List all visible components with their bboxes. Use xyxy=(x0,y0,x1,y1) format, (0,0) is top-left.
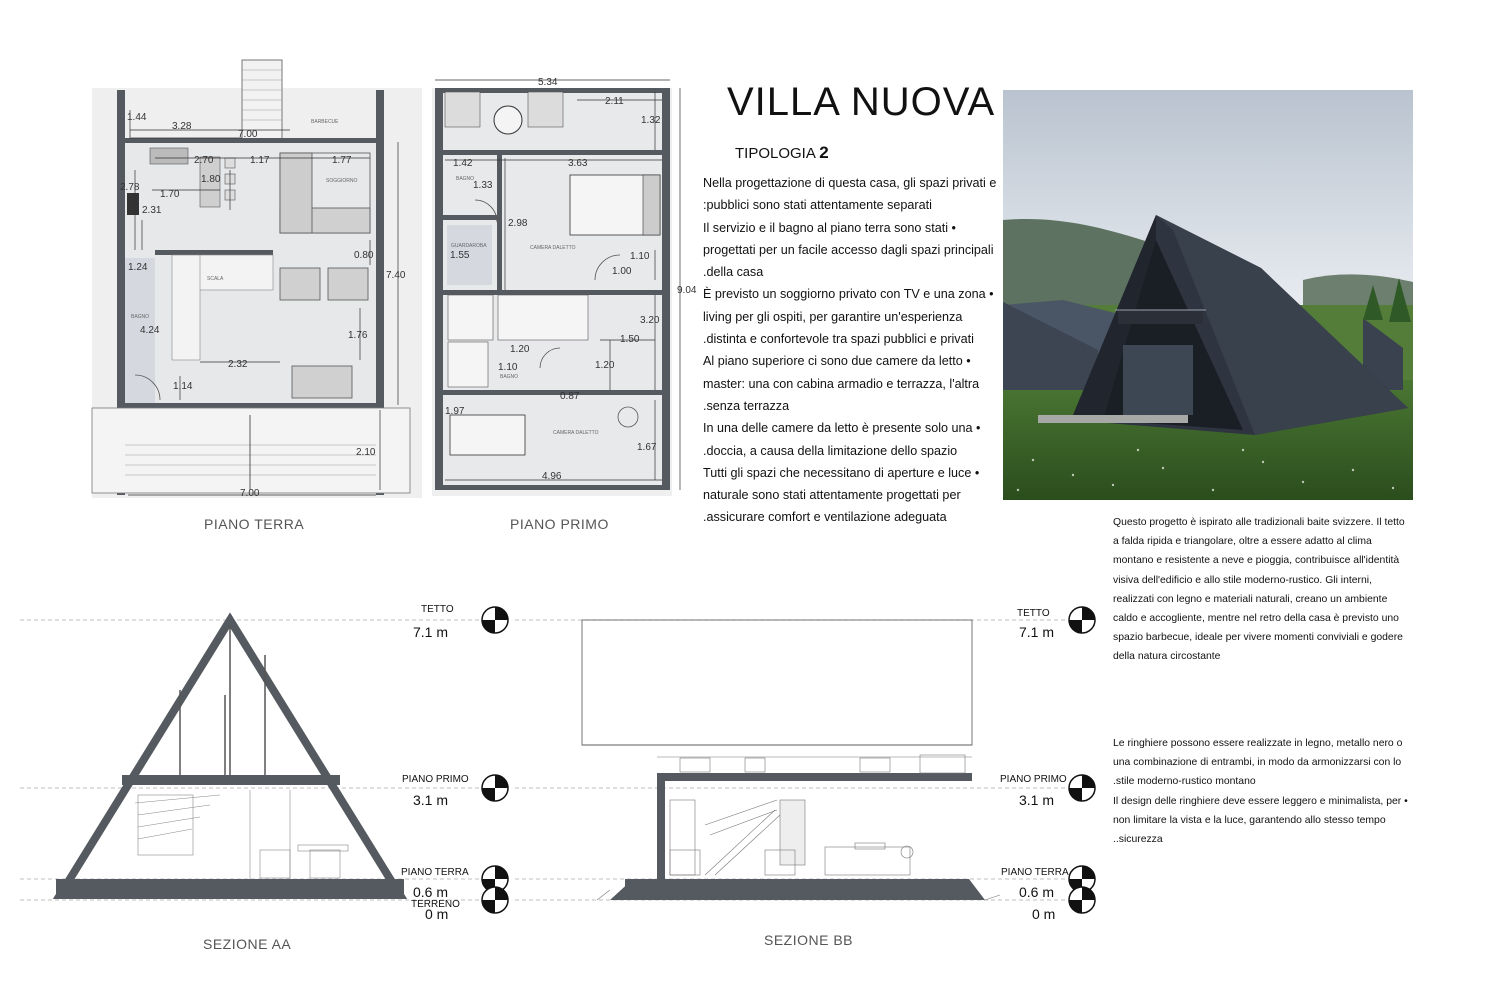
dim-label: 1.44 xyxy=(127,112,147,123)
dim-label: 1.67 xyxy=(637,442,657,453)
description-line: .senza terrazza xyxy=(703,398,790,413)
dim-label: 1.14 xyxy=(173,381,193,392)
dim-label: 3.20 xyxy=(640,315,660,326)
level-value-aa: 3.1 m xyxy=(413,792,449,808)
dim-label: 2.11 xyxy=(605,96,624,107)
dim-label: 1.55 xyxy=(450,250,470,261)
level-value-aa: 0 m xyxy=(425,906,449,922)
inspiration-line: montano e resistente a neve e pioggia, contribuisce all'identità xyxy=(1113,555,1400,567)
level-value-bb: 7.1 m xyxy=(1019,624,1055,640)
inspiration-line: realizzati con legno e materiali naturali, creano un ambiente xyxy=(1113,593,1388,605)
railing-line: Le ringhiere possono essere realizzate in legno, metallo nero o xyxy=(1113,738,1403,749)
room-label: CAMERA DALETTO xyxy=(553,430,599,436)
dim-label: 1.50 xyxy=(620,334,640,345)
floor-plans xyxy=(80,50,720,510)
railing-line: .stile moderno-rustico montano xyxy=(1113,776,1256,788)
page-title: VILLA NUOVA xyxy=(727,80,996,124)
inspiration-line: Questo progetto è ispirato alle tradizionali baite svizzere. Il tetto xyxy=(1113,517,1405,528)
description-line: naturale sono stati attentamente progettati per xyxy=(703,488,961,503)
level-name-bb: PIANO TERRA xyxy=(1001,867,1069,878)
first-floor-caption: PIANO PRIMO xyxy=(510,516,609,532)
subtitle-prefix: TIPOLOGIA xyxy=(735,145,816,162)
dim-label: 2.10 xyxy=(356,447,376,458)
railing-line: Il design delle ringhiere deve essere leggero e minimalista, per • xyxy=(1113,795,1408,807)
level-value-bb: 3.1 m xyxy=(1019,792,1055,808)
dim-label: 0.87 xyxy=(560,391,580,402)
dim-label: 1.70 xyxy=(160,189,180,200)
level-name-aa: TERRENO xyxy=(411,899,460,910)
dim-label: 1.20 xyxy=(510,344,530,355)
dim-label: 9.04 xyxy=(677,285,697,296)
level-value-bb: 0.6 m xyxy=(1019,884,1055,900)
dim-label: 7.00 xyxy=(238,129,258,140)
room-label: BARBECUE xyxy=(311,119,339,125)
room-label: BAGNO xyxy=(131,314,150,320)
description-line: .assicurare comfort e ventilazione adeguata xyxy=(703,510,947,525)
dim-label: 3.28 xyxy=(172,121,192,132)
dim-label: 7.00 xyxy=(240,488,260,499)
dim-label: 5.34 xyxy=(538,77,558,88)
railing-line: una combinazione di entrambi, in modo da armonizzarsi con lo xyxy=(1113,757,1402,769)
ground-floor-caption: PIANO TERRA xyxy=(204,516,305,532)
level-value-bb: 0 m xyxy=(1032,906,1056,922)
dim-label: 1.42 xyxy=(453,158,473,169)
dim-label: 1.24 xyxy=(128,262,148,273)
dim-label: 1.77 xyxy=(332,155,352,166)
railing-line: ..sicurezza xyxy=(1113,834,1163,846)
room-label: BAGNO xyxy=(456,176,475,182)
description-line: Il servizio e il bagno al piano terra sono stati • xyxy=(703,220,956,235)
section-bb-caption: SEZIONE BB xyxy=(764,932,854,948)
room-label: BAGNO xyxy=(500,374,519,380)
level-markers xyxy=(1069,607,1095,913)
description-line: È previsto un soggiorno privato con TV e una zona • xyxy=(703,287,994,302)
dim-label: 1.80 xyxy=(201,174,221,185)
description-line: Al piano superiore ci sono due camere da letto • xyxy=(703,354,971,369)
page-subtitle xyxy=(735,143,829,163)
level-name-aa: PIANO TERRA xyxy=(401,867,469,878)
dim-label: 1.20 xyxy=(595,360,615,371)
level-markers xyxy=(482,607,508,913)
dim-label: 2.32 xyxy=(228,359,248,370)
inspiration-line: spazio barbecue, ideale per vivere momenti conviviali e godere xyxy=(1113,632,1403,644)
description-line: living per gli ospiti, per garantire un'esperienza xyxy=(703,309,963,324)
railing-text xyxy=(1113,734,1413,849)
dim-label: 3.63 xyxy=(568,158,588,169)
dim-label: 1.10 xyxy=(630,251,650,262)
dim-label: 2.98 xyxy=(508,218,528,229)
ground-floor-plan xyxy=(92,60,422,499)
dim-label: 4.96 xyxy=(542,471,562,482)
room-label: SCALA xyxy=(207,276,224,282)
description-line: Tutti gli spazi che necessitano di aperture e luce • xyxy=(703,465,980,480)
project-description xyxy=(703,172,1003,529)
description-line: .doccia, a causa della limitazione dello spazio xyxy=(703,443,958,458)
description-line: :pubblici sono stati attentamente separati xyxy=(703,198,932,213)
house-render-image xyxy=(1003,90,1413,500)
dim-label: 1.00 xyxy=(612,266,632,277)
railing-line: non limitare la vista e la luce, garantendo allo stesso tempo xyxy=(1113,814,1386,826)
description-line: master: una con cabina armadio e terrazza, l'altra xyxy=(703,376,980,391)
dim-label: 1.10 xyxy=(498,362,518,373)
room-label: CAMERA DALETTO xyxy=(530,245,576,251)
inspiration-line: a falda ripida e triangolare, oltre a essere adatto al clima xyxy=(1113,536,1372,548)
room-label: GUARDAROBA xyxy=(451,243,487,249)
room-label: SOGGIORNO xyxy=(326,178,358,184)
subtitle-number: 2 xyxy=(819,143,829,162)
dim-label: 1.17 xyxy=(250,155,270,166)
dim-label: 1.33 xyxy=(473,180,493,191)
inspiration-line: visiva dell'edificio e allo stile moderno-rustico. Gli interni, xyxy=(1113,574,1372,586)
inspiration-line: della natura circostante xyxy=(1113,651,1221,663)
dim-label: 2.70 xyxy=(194,155,214,166)
level-value-aa: 7.1 m xyxy=(413,624,449,640)
description-line: progettati per un facile accesso dagli spazi principali xyxy=(703,242,994,257)
dim-label: 2.78 xyxy=(120,182,140,193)
description-line: .distinta e confortevole tra spazi pubblici e privati xyxy=(703,332,974,347)
section-aa-caption: SEZIONE AA xyxy=(203,936,292,952)
dim-label: 1.32 xyxy=(641,115,661,126)
dim-label: 0.80 xyxy=(354,250,374,261)
first-floor-plan xyxy=(432,77,697,496)
description-line: In una delle camere da letto è presente solo una • xyxy=(703,421,981,436)
dim-label: 2.31 xyxy=(142,205,162,216)
inspiration-line: caldo e accogliente, mentre nel retro della casa è previsto uno xyxy=(1113,613,1399,625)
inspiration-text xyxy=(1113,513,1413,667)
description-line: Nella progettazione di questa casa, gli spazi privati e xyxy=(703,176,997,190)
dim-label: 1.97 xyxy=(445,406,465,417)
dim-label: 7.40 xyxy=(386,270,406,281)
dim-label: 4.24 xyxy=(140,325,160,336)
dim-label: 1.76 xyxy=(348,330,368,341)
description-line: .della casa xyxy=(703,265,764,280)
level-name-aa: TETTO xyxy=(421,604,454,615)
level-name-bb: TETTO xyxy=(1017,608,1050,619)
level-value-aa: 0.6 m xyxy=(413,884,449,900)
level-name-bb: PIANO PRIMO xyxy=(1000,774,1067,785)
level-name-aa: PIANO PRIMO xyxy=(402,774,469,785)
